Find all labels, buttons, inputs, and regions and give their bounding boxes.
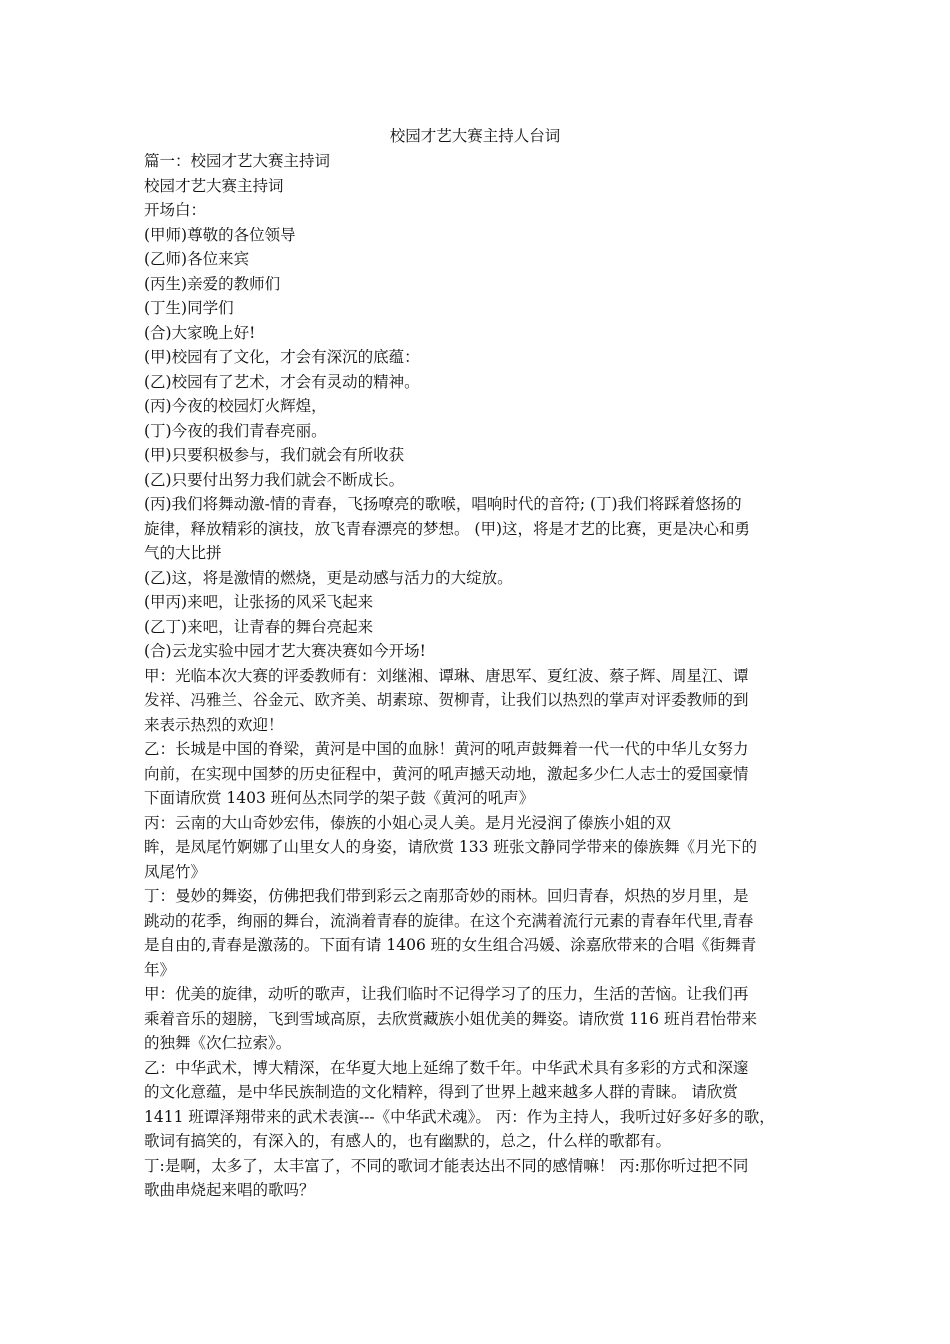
text-line: (丙生)亲爱的教师们 xyxy=(144,274,281,293)
text-line: 年》 xyxy=(144,960,176,979)
text-line: 凤尾竹》 xyxy=(144,862,207,881)
text-line: 的独舞《次仁拉索》。 xyxy=(144,1034,292,1052)
text-line: (丙)今夜的校园灯火辉煌， xyxy=(144,397,327,415)
text-line: (丙)我们将舞动激-情的青春，飞扬嘹亮的歌喉，唱响时代的音符; (丁)我们将踩着悠扬的 xyxy=(144,495,742,513)
text-line: 歌词有搞笑的，有深入的，有感人的，也有幽默的，总之，什么样的歌都有。 xyxy=(144,1132,672,1150)
text-line: 下面请欣赏 1403 班何丛杰同学的架子鼓《黄河的吼声》 xyxy=(144,789,535,807)
text-line: 是自由的,青春是激荡的。下面有请 1406 班的女生组合冯媛、涂嘉欣带来的合唱《街舞青 xyxy=(144,936,757,954)
text-line: 乙：长城是中国的脊梁，黄河是中国的血脉！黄河的吼声鼓舞着一代一代的中华儿女努力 xyxy=(144,740,749,758)
text-line: 篇一：校园才艺大赛主持词 xyxy=(144,152,331,170)
text-line: (丁生)同学们 xyxy=(144,299,234,317)
text-line: 乘着音乐的翅膀，飞到雪域高原，去欣赏藏族小姐优美的舞姿。请欣赏 116 班肖君怡带来 xyxy=(144,1009,757,1028)
text-line: 眸，是凤尾竹婀娜了山里女人的身姿，请欣赏 133 班张文静同学带来的傣族舞《月光下的 xyxy=(144,838,757,856)
text-line: (甲)校园有了文化，才会有深沉的底蕴： xyxy=(144,348,420,366)
text-line: 发祥、冯雅兰、谷金元、欧齐美、胡素琼、贺柳青，让我们以热烈的掌声对评委教师的到 xyxy=(144,691,749,709)
text-line: (乙)只要付出努力我们就会不断成长。 xyxy=(144,470,405,489)
text-line: 来表示热烈的欢迎！ xyxy=(144,715,284,734)
text-line: 丙：云南的大山奇妙宏伟，傣族的小姐心灵人美。是月光浸润了傣族小姐的双 xyxy=(144,813,672,832)
text-line: (甲)只要积极参与，我们就会有所收获 xyxy=(144,446,405,464)
text-line: 校园才艺大赛主持词 xyxy=(144,176,284,195)
text-line: (乙)校园有了艺术，才会有灵动的精神。 xyxy=(144,372,420,391)
text-line: 气的大比拼 xyxy=(144,544,222,562)
text-line: 丁:是啊，太多了，太丰富了，不同的歌词才能表达出不同的感情嘛！ 丙:那你听过把不同 xyxy=(144,1156,749,1175)
text-line: (乙丁)来吧，让青春的舞台亮起来 xyxy=(144,617,374,636)
text-line: 1411 班谭泽翔带来的武术表演---《中华武术魂》。 丙：作为主持人，我听过好多好多的歌， xyxy=(144,1107,775,1126)
text-line: 向前，在实现中国梦的历史征程中，黄河的吼声撼天动地，激起多少仁人志士的爱国豪情 xyxy=(144,764,749,783)
text-line: 的文化意蕴，是中华民族制造的文化精粹，得到了世界上越来越多人群的青睐。 请欣赏 xyxy=(144,1083,738,1101)
document-body xyxy=(144,149,808,1203)
text-line: (合)大家晚上好! xyxy=(144,323,256,342)
text-line: (甲丙)来吧，让张扬的风采飞起来 xyxy=(144,593,374,611)
text-line: 歌曲串烧起来唱的歌吗？ xyxy=(144,1181,315,1199)
document-title: 校园才艺大赛主持人台词 xyxy=(389,127,561,145)
text-line: 旋律，释放精彩的演技，放飞青春漂亮的梦想。 (甲)这，将是才艺的比赛，更是决心和勇 xyxy=(144,519,751,538)
text-line: 跳动的花季，绚丽的舞台，流淌着青春的旋律。在这个充满着流行元素的青春年代里,青春 xyxy=(144,911,754,930)
text-line: 甲：光临本次大赛的评委教师有：刘继湘、谭琳、唐思军、夏红波、蔡子辉、周星江、谭 xyxy=(144,666,749,685)
text-line: 丁：曼妙的舞姿，仿佛把我们带到彩云之南那奇妙的雨林。回归青春，炽热的岁月里，是 xyxy=(144,887,749,905)
text-line: 甲：优美的旋律，动听的歌声，让我们临时不记得学习了的压力，生活的苦恼。让我们再 xyxy=(144,985,749,1003)
text-line: (丁)今夜的我们青春亮丽。 xyxy=(144,421,327,440)
text-line: (甲师)尊敬的各位领导 xyxy=(144,225,296,244)
text-line: (乙)这，将是激情的燃烧，更是动感与活力的大绽放。 xyxy=(144,568,513,587)
text-line: 乙：中华武术，博大精深，在华夏大地上延绵了数千年。中华武术具有多彩的方式和深邃 xyxy=(144,1058,749,1077)
text-line: 开场白： xyxy=(144,201,207,219)
text-line: (乙师)各位来宾 xyxy=(144,250,250,268)
text-line: (合)云龙实验中园才艺大赛决赛如今开场! xyxy=(144,642,426,660)
